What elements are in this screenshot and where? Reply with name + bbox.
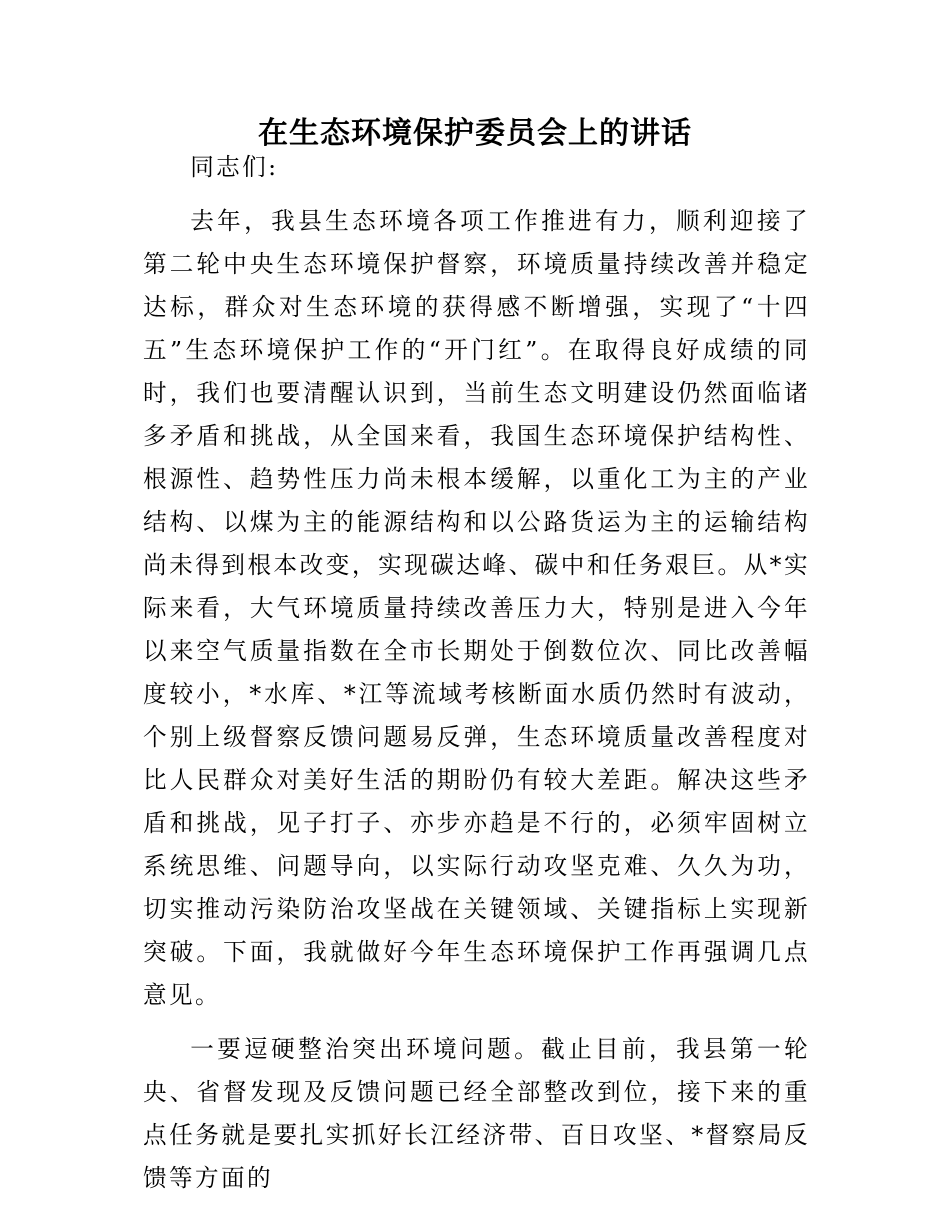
paragraph-point-one: 一要逗硬整治突出环境问题。截止目前，我县第一轮央、省督发现及反馈问题已经全部整改到位，接下来的重点任务就是要扎实抓好长江经济带、百日攻坚、*督察局反馈等方面的 [143,1035,810,1192]
paragraph-intro: 去年，我县生态环境各项工作推进有力，顺利迎接了第二轮中央生态环境保护督察，环境质量持续改善并稳定达标，群众对生态环境的获得感不断增强，实现了“十四五”生态环境保护工作的“开门红”。在取得良好成绩的同时，我们也要清醒认识到，当前生态文明建设仍然面临诸多矛盾和挑战，从全国来看，我国生态环境保护结构性、根源性、趋势性压力尚未根本缓解，以重化工为主的产业结构、以煤为主的能源结构和以公路货运为主的运输结构尚未得到根本改变，实现碳达峰、碳中和任务艰巨。从*实际来看，大气环境质量持续改善压力大，特别是进入今年以来空气质量指数在全市长期处于倒数位次、同比改善幅度较小，*水库、*江等流域考核断面水质仍然时有波动，个别上级督察反馈问题易反弹，生态环境质量改善程度对比人民群众对美好生活的期盼仍有较大差距。解决这些矛盾和挑战，见子打子、亦步亦趋是不行的，必须牢固树立系统思维、问题导向，以实际行动攻坚克难、久久为功，切实推动污染防治攻坚战在关键领域、关键指标上实现新突破。下面，我就做好今年生态环境保护工作再强调几点意见。 [143,207,810,1009]
document-title: 在生态环境保护委员会上的讲话 [258,116,692,151]
document-body [143,146,810,1200]
salutation: 同志们: [190,153,279,181]
